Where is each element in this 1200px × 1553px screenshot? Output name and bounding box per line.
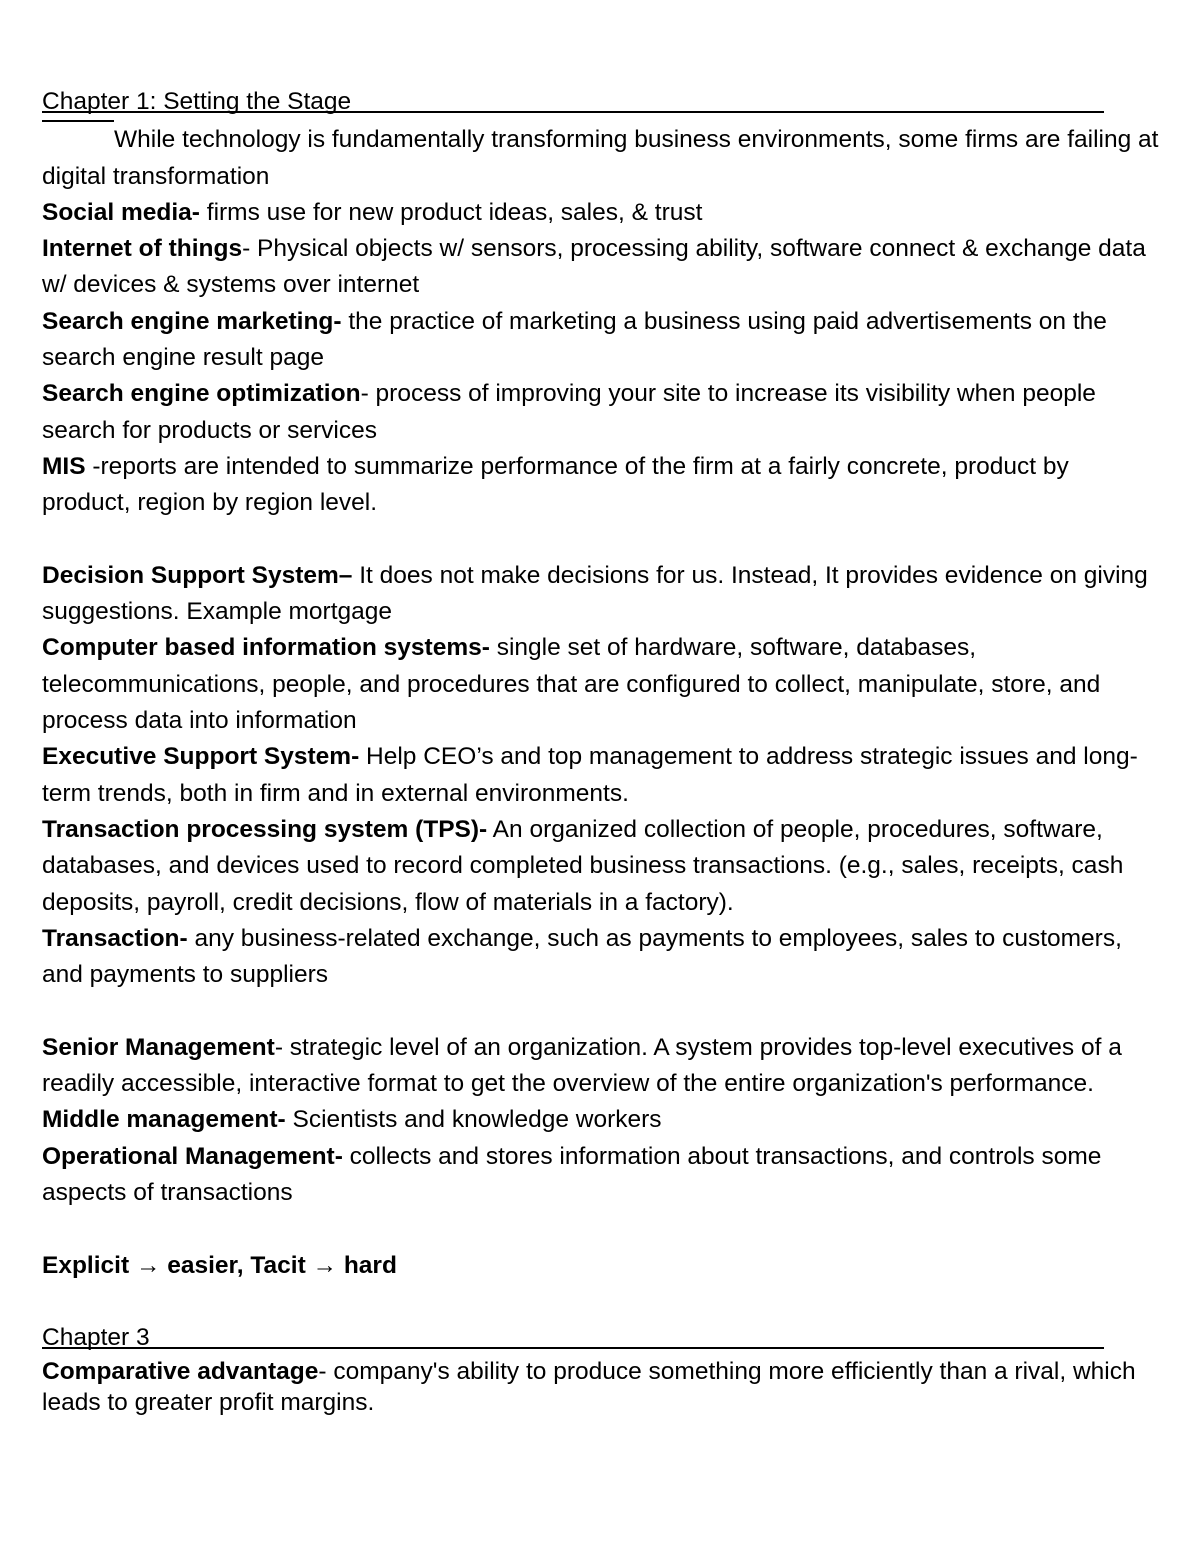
definition-text: - strategic level of an organization. A system provides top-level executives of a readily accessible, interactive format to get the overview of the entire organization's performance. [42, 1033, 1122, 1098]
definition-entry [42, 449, 1160, 522]
definition-entry [42, 376, 1160, 449]
definition-term: Transaction processing system (TPS)- [42, 815, 488, 843]
blank-line [42, 1211, 1160, 1247]
definition-term: Decision Support System– [42, 561, 353, 589]
definition-text: Scientists and knowledge workers [285, 1106, 662, 1134]
knowledge-summary: Explicit → easier, Tacit → hard [42, 1251, 397, 1279]
document-page [42, 84, 1160, 1418]
definition-text: - process of improving your site to increase its visibility when people search for products or services [42, 380, 1096, 444]
chapter-1-heading-text: Chapter 1: Setting the Stage [42, 88, 352, 115]
blank-line [42, 993, 1160, 1029]
definition-term: Middle management- [42, 1106, 286, 1134]
definition-term: Internet of things [42, 235, 243, 263]
chapter-1-heading [42, 84, 1104, 120]
definition-text: It does not make decisions for us. Instead, It provides evidence on giving suggestions. Example mortgage [42, 561, 1148, 626]
chapter-3-heading [42, 1320, 1104, 1356]
definition-list-2 [42, 558, 1160, 994]
definition-term: Transaction- [42, 924, 188, 952]
definition-term: MIS [42, 452, 86, 480]
definition-entry [42, 195, 1160, 231]
definition-term: Executive Support System- [42, 743, 360, 771]
blank-line [42, 522, 1160, 558]
definition-list-3 [42, 1030, 1160, 1211]
definition-text: firms use for new product ideas, sales, & trust [199, 198, 703, 226]
definition-text: any business-related exchange, such as payments to employees, sales to customers, and payments to suppliers [42, 924, 1122, 989]
definition-text: - company's ability to produce something more efficiently than a rival, which leads to greater profit margins. [42, 1358, 1136, 1417]
definition-term: Comparative advantage [42, 1358, 319, 1386]
definition-term: Computer based information systems- [42, 634, 490, 662]
definition-term: Operational Management- [42, 1142, 343, 1170]
definition-text: collects and stores information about transactions, and controls some aspects of transactions [42, 1142, 1102, 1206]
chapter-1-intro: While technology is fundamentally transforming business environments, some firms are failing at digital transformation [42, 126, 1159, 190]
definition-entry [42, 739, 1160, 812]
definition-entry [42, 630, 1160, 739]
definition-entry [42, 304, 1160, 377]
definition-term: Search engine marketing- [42, 307, 342, 335]
chapter-3-heading-text: Chapter 3 [42, 1324, 150, 1352]
definition-entry [42, 1030, 1160, 1103]
definition-term: Search engine optimization [42, 380, 361, 408]
definition-text: An organized collection of people, procedures, software, databases, and devices used to record completed business transactions. (e.g., sales, receipts, cash deposits, payroll, credit decisions, flow of materials in a factory). [42, 815, 1124, 916]
definition-term: Social media- [42, 198, 200, 226]
definition-text: Help CEO’s and top management to address strategic issues and long-term trends, both in firm and in external environments. [42, 743, 1138, 807]
blank-line [42, 1284, 1160, 1320]
definition-list-1 [42, 195, 1160, 522]
definition-term: Senior Management [42, 1033, 275, 1061]
heading-underline [42, 1347, 1104, 1349]
definition-entry [42, 1102, 1160, 1138]
definition-entry [42, 812, 1160, 921]
definition-text: the practice of marketing a business using paid advertisements on the search engine result page [42, 307, 1107, 372]
definition-text: -reports are intended to summarize performance of the firm at a fairly concrete, product by product, region by region level. [42, 452, 1069, 517]
definition-entry [42, 921, 1160, 994]
definition-entry [42, 1356, 1160, 1418]
definition-text: - Physical objects w/ sensors, processing ability, software connect & exchange data w/ devices & systems over internet [42, 235, 1146, 299]
definition-entry [42, 558, 1160, 631]
definition-text: single set of hardware, software, databases, telecommunications, people, and procedures that are configured to collect, manipulate, store, and process data into information [42, 634, 1101, 735]
definition-entry [42, 231, 1160, 304]
definition-entry [42, 1139, 1160, 1212]
definition-list-4 [42, 1356, 1160, 1418]
